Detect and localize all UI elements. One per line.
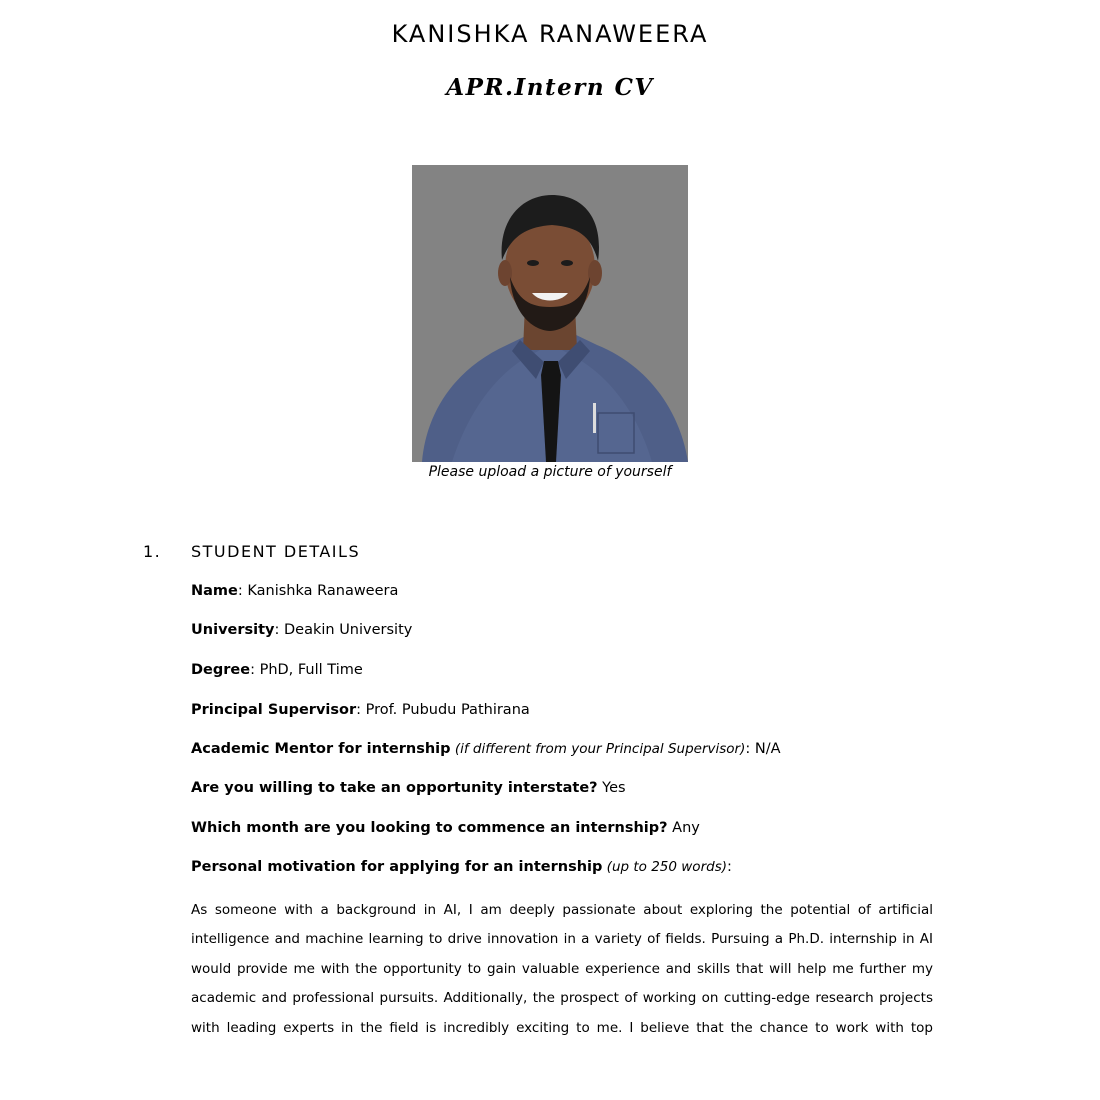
field-value: Any xyxy=(667,820,700,836)
field-interstate xyxy=(191,780,626,796)
field-note: (up to 250 words) xyxy=(602,859,727,875)
field-label: Are you willing to take an opportunity interstate? xyxy=(191,780,598,796)
person-portrait-photo-icon xyxy=(412,165,688,462)
field-label: Academic Mentor for internship xyxy=(191,741,451,757)
field-degree xyxy=(191,662,363,678)
field-value: : PhD, Full Time xyxy=(250,662,363,678)
section-heading xyxy=(143,542,360,561)
field-academic-mentor xyxy=(191,741,781,757)
photo-caption: Please upload a picture of yourself xyxy=(428,464,672,480)
paragraph-line: with leading experts in the field is incredibly exciting to me. I believe that the chance to work with top xyxy=(191,1019,933,1036)
section-number: 1. xyxy=(143,542,162,561)
field-commence-month xyxy=(191,820,700,836)
document-subtitle: APR.Intern CV xyxy=(446,74,654,101)
paragraph-line: academic and professional pursuits. Additionally, the prospect of working on cutting-edge research projects xyxy=(191,990,933,1007)
motivation-paragraph xyxy=(191,896,933,1043)
field-name xyxy=(191,583,398,599)
field-label: Principal Supervisor xyxy=(191,702,357,718)
field-value: : Deakin University xyxy=(274,622,413,638)
field-note: (if different from your Principal Supervisor) xyxy=(450,741,746,757)
paragraph-line: would provide me with the opportunity to gain valuable experience and skills that will help me further my xyxy=(191,960,933,977)
field-value: : Prof. Pubudu Pathirana xyxy=(356,702,530,718)
field-value: : N/A xyxy=(745,741,781,757)
field-value: : Kanishka Ranaweera xyxy=(237,583,399,599)
field-label: Which month are you looking to commence an internship? xyxy=(191,820,668,836)
paragraph-line: intelligence and machine learning to drive innovation in a variety of fields. Pursuing a Ph.D. internship in AI xyxy=(191,931,933,948)
field-principal-supervisor xyxy=(191,702,530,718)
field-label: Personal motivation for applying for an internship xyxy=(191,859,603,875)
field-label: Degree xyxy=(191,662,251,678)
section-title: STUDENT DETAILS xyxy=(191,542,361,561)
field-label: University xyxy=(191,622,275,638)
document-title: KANISHKA RANAWEERA xyxy=(391,20,709,48)
profile-photo xyxy=(412,165,688,462)
field-university xyxy=(191,622,412,638)
field-value: Yes xyxy=(597,780,626,796)
field-motivation xyxy=(191,859,732,875)
field-value: : xyxy=(727,859,732,875)
field-label: Name xyxy=(191,583,238,599)
paragraph-line: As someone with a background in AI, I am deeply passionate about exploring the potential of artificial xyxy=(191,902,933,918)
